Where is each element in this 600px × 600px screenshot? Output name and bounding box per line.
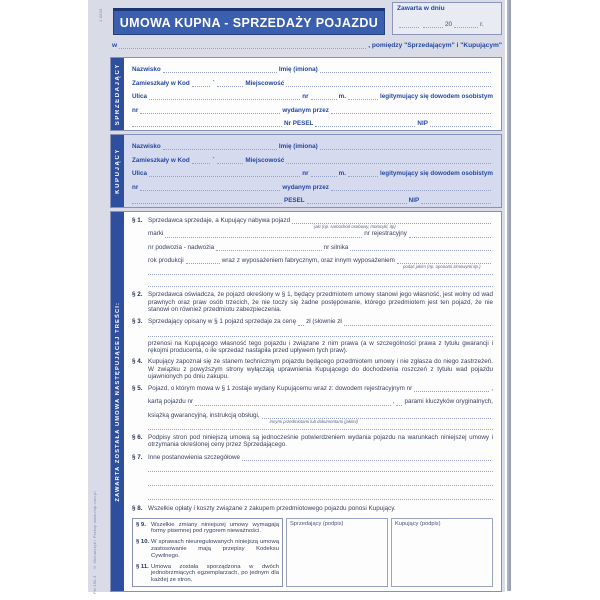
- para-6-text: Podpisy stron pod niniejszą umową są jednocześnie potwierdzeniem wydania pojazdu na warunkach niniejszej umowy i otrzymania określonej ceny przez Sprzedającego.: [148, 434, 493, 449]
- para-5-row-1: [132, 385, 493, 392]
- blank-line: [148, 270, 493, 275]
- label-zamieszkaly: Zamieszkały w Kod: [132, 156, 190, 164]
- blank-line: [148, 282, 493, 287]
- para-8: [132, 505, 493, 512]
- para-4-text: Kupujący zapoznał się ze stanem technicznym pojazdu będącego przedmiotem umowy i nie zgłasza do niego zastrzeżeń. W związku z powyższym strony wyłączają uprawnienia Kupującego do dochodzenia roszczeń z tytułu wad pojazdu ujawnionych po dniu zakupu.: [148, 358, 493, 380]
- label-nr-silnika: nr silnika: [323, 243, 349, 251]
- buyer-row-name: [132, 140, 493, 150]
- para-7-lead: Inne postanowienia szczegółowe: [148, 453, 241, 461]
- intro-suffix: , pomiędzy "Sprzedającym" i "Kupującym": [368, 42, 502, 49]
- blank-nr: [311, 170, 337, 177]
- label-legitymujacy: legitymujący się dowodem osobistym: [379, 93, 493, 100]
- buyer-side-label: KUPUJĄCY: [114, 148, 121, 194]
- para-3-lead: Sprzedający opisany w § 1 pojazd sprzedaje za cenę: [148, 318, 297, 326]
- para-3-cont: [148, 340, 493, 355]
- blank-miejscowosc: [286, 80, 491, 87]
- seller-row-pesel: [132, 117, 493, 127]
- label-pesel: PESEL: [284, 197, 305, 204]
- blank-cont: [132, 120, 282, 127]
- blank-rok-produkcji: [186, 257, 220, 264]
- blank-nazwisko: [163, 66, 277, 73]
- blank-line: [148, 425, 493, 430]
- blank-id-nr: [140, 107, 280, 114]
- label-nazwisko: Nazwisko: [132, 66, 161, 73]
- blank-line: [148, 495, 493, 500]
- blank-m: [348, 170, 378, 177]
- para-10-text: W sprawach nieuregulowanych niniejszą umową zastosowanie mają przepisy Kodeksu Cywilnego.: [151, 539, 279, 559]
- label-nr: nr: [302, 170, 309, 177]
- para-9-num: § 9.: [136, 521, 146, 528]
- blank-nr-podwozia: [216, 244, 321, 251]
- para-11: [136, 564, 279, 584]
- label-nr-podwozia: nr podwozia - nadwozia: [148, 243, 215, 251]
- para-3-num: § 3.: [132, 318, 143, 326]
- blank-marki: [165, 231, 362, 238]
- blank-imie: [320, 143, 491, 150]
- blank-nip: [421, 197, 491, 204]
- date-line: [397, 21, 497, 28]
- label-id-nr: nr: [132, 106, 139, 114]
- seller-signature-box: [286, 518, 388, 587]
- blank-vehicle-type: [292, 217, 491, 230]
- para-10: [136, 539, 279, 559]
- para-3-row-1: [132, 318, 493, 325]
- label-nip: NIP: [408, 197, 420, 204]
- blank-nr-silnika: [350, 244, 491, 251]
- seller-section: [110, 57, 502, 131]
- blank-liczba-kluczykow: [396, 399, 402, 406]
- para-9: [136, 522, 279, 536]
- buyer-fields: [124, 135, 501, 207]
- blank-wyposazenie: [397, 257, 491, 270]
- date-box: [392, 2, 502, 35]
- para-5-comma2: ,: [392, 398, 395, 406]
- blank-wydanym: [331, 107, 491, 114]
- margin-top-code: 1 0903: [98, 8, 103, 22]
- margin-copyright: © Michalczyk i Prokop www.mip.com.pl: [92, 491, 97, 570]
- para-11-text: Umowa została sporządzona w dwóch jednobrzmiących egzemplarzach, po jednym dla każdej ze stron.: [151, 563, 279, 584]
- para-4: [132, 358, 493, 380]
- para-11-num: § 11.: [136, 563, 149, 570]
- blank-kod1: [192, 80, 210, 87]
- blank-line: [148, 467, 493, 472]
- blank-price: [298, 319, 304, 326]
- label-kod-dash: -: [212, 77, 215, 84]
- blank-nr: [311, 93, 337, 100]
- blank-ulica: [149, 170, 300, 177]
- blank-postanowienia: [242, 454, 491, 461]
- para-10-num: § 10.: [136, 539, 150, 546]
- blank-year: [454, 21, 478, 28]
- blank-line: [148, 332, 493, 337]
- buyer-row-street: [132, 167, 493, 177]
- label-wyposazenie: wraz z wyposażeniem fabrycznym, oraz innym wyposażeniem: [221, 256, 395, 264]
- blank-day: [399, 21, 419, 28]
- para-1-num: § 1.: [132, 217, 143, 224]
- label-ulica: Ulica: [132, 170, 148, 177]
- hint-wyposazenie: podać jakim (np. oponami zimowymi itp.): [402, 264, 481, 270]
- document-title-bar: [113, 8, 385, 35]
- label-imie: Imię (imiona): [278, 143, 318, 150]
- blank-pesel: [315, 120, 415, 127]
- buyer-signature-box: [391, 518, 493, 587]
- label-wydanym: wydanym przez: [282, 106, 329, 114]
- blank-wydanym: [331, 184, 491, 191]
- para-6: [132, 434, 493, 449]
- buyer-section: [110, 134, 502, 208]
- seller-side-bar: [111, 58, 124, 130]
- label-pesel: Nr PESEL: [284, 120, 314, 127]
- label-ksiazka-gwarancyjna: książką gwarancyjną, instrukcją obsługi,: [148, 411, 260, 419]
- label-imie: Imię (imiona): [278, 66, 318, 73]
- para-1-lead: Sprzedawca sprzedaje, a Kupujący nabywa pojazd: [148, 217, 291, 224]
- blank-kod2: [217, 80, 243, 87]
- para-5-row-3: [148, 411, 493, 425]
- para-3-mid: zł (słownie zł: [306, 318, 342, 326]
- label-m: m.: [338, 93, 346, 100]
- seller-row-id: [132, 104, 493, 114]
- final-clauses-box: [132, 518, 283, 587]
- label-pary-kluczykow: parami kluczyków oryginalnych,: [404, 398, 493, 406]
- para-5-num: § 5.: [132, 385, 143, 393]
- body-side-bar: [111, 212, 124, 591]
- intro-prefix: w: [112, 42, 118, 49]
- seller-row-address: [132, 77, 493, 87]
- blank-m: [348, 93, 378, 100]
- para-9-text: Wszelkie zmiany niniejszej umowy wymagają formy pisemnej pod rygorem nieważności.: [151, 521, 279, 535]
- blank-dowod-rej: [414, 385, 489, 392]
- buyer-row-address: [132, 154, 493, 164]
- para-5-comma: ,: [491, 385, 493, 393]
- label-id-nr: nr: [132, 183, 139, 191]
- buyer-row-pesel: [132, 194, 493, 204]
- label-kod-dash: -: [212, 154, 215, 161]
- seller-signature-label: Sprzedający (podpis): [290, 520, 344, 527]
- blank-line: [148, 481, 493, 486]
- year-suffix: r.: [480, 21, 484, 28]
- para-2-num: § 2.: [132, 291, 143, 299]
- label-miejscowosc: Miejscowość: [245, 79, 285, 87]
- hint-vehicle-type: jaki (np. samochód osobowy, motocykl, itp): [314, 224, 396, 230]
- para-5-row-2: [148, 398, 493, 405]
- blank-miejscowosc: [286, 157, 491, 164]
- label-nr: nr: [302, 93, 309, 100]
- contract-body: [110, 211, 502, 592]
- para-2-text: Sprzedawca oświadcza, że pojazd określony w § 1, będący przedmiotem umowy stanowi jego własność, jest wolny od wad prawnych oraz praw osób trzecich, że nie toczy się żadne postępowanie, którego przedmiotem jest ten pojazd, że nie stanowi on również przedmiotu zabezpieczenia.: [148, 291, 493, 313]
- blank-ulica: [149, 93, 300, 100]
- seller-row-name: [132, 63, 493, 73]
- blank-pesel: [307, 197, 407, 204]
- blank-nr-rejestracyjny: [409, 231, 491, 238]
- margin-form-code: Pw 190-3: [92, 575, 97, 594]
- para-4-num: § 4.: [132, 358, 143, 366]
- label-nip: NIP: [417, 120, 428, 127]
- label-legitymujacy: legitymujący się dowodem osobistym: [379, 170, 493, 177]
- document-title: UMOWA KUPNA - SPRZEDAŻY POJAZDU: [119, 15, 379, 30]
- para-1-row-1: [132, 217, 493, 230]
- buyer-signature-label: Kupujący (podpis): [395, 520, 441, 527]
- blank-inne-przedmioty: [262, 412, 491, 425]
- label-rok-produkcji: rok produkcji: [148, 256, 184, 264]
- year-prefix: 20: [445, 21, 453, 28]
- page-edge-line: [507, 0, 511, 591]
- label-m: m.: [338, 170, 346, 177]
- para-7-row: [132, 454, 493, 461]
- body-side-label: ZAWARTA ZOSTAŁA UMOWA NASTĘPUJĄCEJ TREŚCI:: [114, 301, 121, 502]
- label-karta-pojazdu: kartą pojazdu nr: [148, 398, 194, 406]
- seller-row-street: [132, 90, 493, 100]
- hint-inne-przedmioty: innymi przedmiotami lub dokumentami (jakimi): [269, 419, 359, 425]
- blank-nip: [430, 120, 491, 127]
- para-1-row-3: [148, 244, 493, 251]
- blank-kod1: [192, 157, 210, 164]
- seller-fields: [124, 58, 501, 130]
- blank-imie: [320, 66, 491, 73]
- para-8-num: § 8.: [132, 505, 143, 513]
- blank-price-words: [344, 319, 491, 326]
- label-nazwisko: Nazwisko: [132, 143, 161, 150]
- para-2: [132, 291, 493, 313]
- blank-kod2: [217, 157, 243, 164]
- blank-nazwisko: [163, 143, 277, 150]
- date-box-label: Zawarta w dniu: [397, 5, 445, 12]
- para-8-text: Wszelkie opłaty i koszty związane z zakupem przedmiotowego pojazdu ponosi Kupujący.: [148, 505, 396, 513]
- label-nr-rejestracyjny: nr rejestracyjny: [364, 230, 407, 238]
- bottom-row: [132, 518, 493, 587]
- blank-cont: [132, 197, 282, 204]
- body-content: [124, 212, 501, 591]
- blank-place: [119, 42, 366, 49]
- para-1-row-2: [148, 230, 493, 237]
- label-zamieszkaly: Zamieszkały w Kod: [132, 79, 190, 87]
- label-marki: marki: [148, 230, 164, 238]
- buyer-row-id: [132, 181, 493, 191]
- para-7-num: § 7.: [132, 453, 143, 461]
- intro-line: [112, 42, 502, 49]
- blank-id-nr: [140, 184, 280, 191]
- para-1-row-4: [148, 256, 493, 270]
- blank-karta-pojazdu: [195, 399, 391, 406]
- label-miejscowosc: Miejscowość: [245, 156, 285, 164]
- label-ulica: Ulica: [132, 93, 148, 100]
- para-6-num: § 6.: [132, 434, 143, 442]
- para-5-lead: Pojazd, o którym mowa w § 1 zostaje wydany Kupującemu wraz z: dowodem rejestracyjnym nr: [148, 385, 413, 393]
- buyer-side-bar: [111, 135, 124, 207]
- para-3-text: przenosi na Kupującego własność tego pojazdu i związane z nim prawa (a w szczególności prawa z tytułu gwarancji i rękojmi producenta, o ile sprzedaż nastąpiła przed upływem tych praw).: [148, 339, 493, 354]
- seller-side-label: SPRZEDAJĄCY: [114, 62, 121, 126]
- label-wydanym: wydanym przez: [282, 183, 329, 191]
- blank-month: [423, 21, 443, 28]
